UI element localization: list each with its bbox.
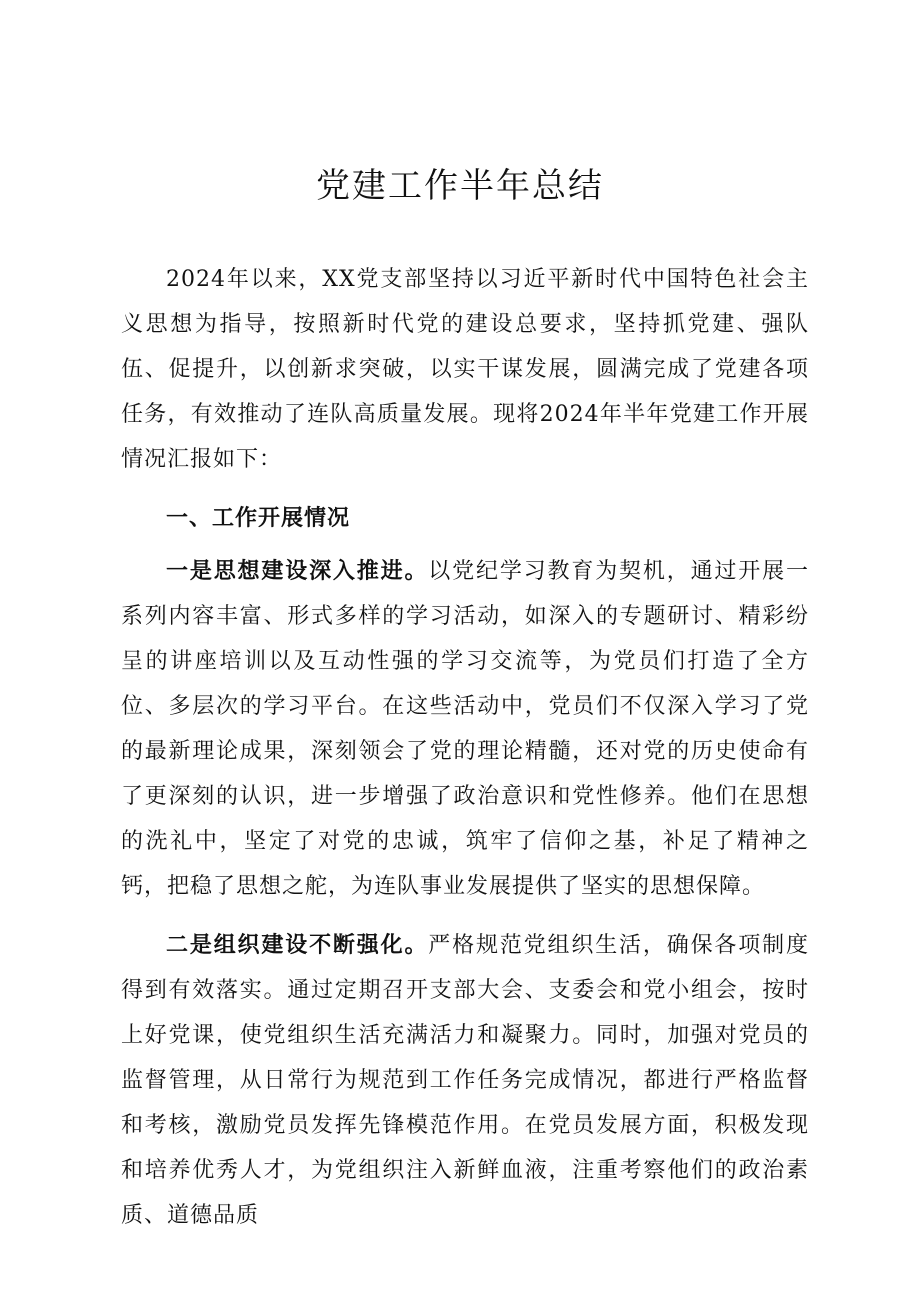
item2-lead: 二是组织建设不断强化。 bbox=[166, 932, 429, 958]
item1-body: 以党纪学习教育为契机，通过开展一系列内容丰富、形式多样的学习活动，如深入的专题研讨、精彩纷呈的讲座培训以及互动性强的学习交流等，为党员们打造了全方位、多层次的学习平台。在这些活动中，党员们不仅深入学习了党的最新理论成果，深刻领会了党的理论精髓，还对党的历史使命有了更深刻的认识，进一步增强了政治意识和党性修养。他们在思想的洗礼中，坚定了对党的忠诚，筑牢了信仰之基，补足了精神之钙，把稳了思想之舵，为连队事业发展提供了坚实的思想保障。 bbox=[121, 559, 809, 899]
section-heading: 一、工作开展情况 bbox=[166, 505, 351, 531]
item1-paragraph bbox=[121, 549, 809, 909]
item2-body: 严格规范党组织生活，确保各项制度得到有效落实。通过定期召开支部大会、支委会和党小组会，按时上好党课，使党组织生活充满活力和凝聚力。同时，加强对党员的监督管理，从日常行为规范到工作任务完成情况，都进行严格监督和考核，激励党员发挥先锋模范作用。在党员发展方面，积极发现和培养优秀人才，为党组织注入新鲜血液，注重考察他们的政治素质、道德品质 bbox=[121, 933, 809, 1228]
item1-lead: 一是思想建设深入推进。 bbox=[166, 558, 429, 584]
document-body bbox=[121, 257, 809, 1252]
intro-paragraph: 2024年以来，XX党支部坚持以习近平新时代中国特色社会主义思想为指导，按照新时代党的建设总要求，坚持抓党建、强队伍、促提升，以创新求突破，以实干谋发展，圆满完成了党建各项任务，有效推动了连队高质量发展。现将2024年半年党建工作开展情况汇报如下： bbox=[121, 267, 809, 472]
document-title: 党建工作半年总结 bbox=[316, 166, 604, 206]
item2-paragraph bbox=[121, 923, 809, 1238]
